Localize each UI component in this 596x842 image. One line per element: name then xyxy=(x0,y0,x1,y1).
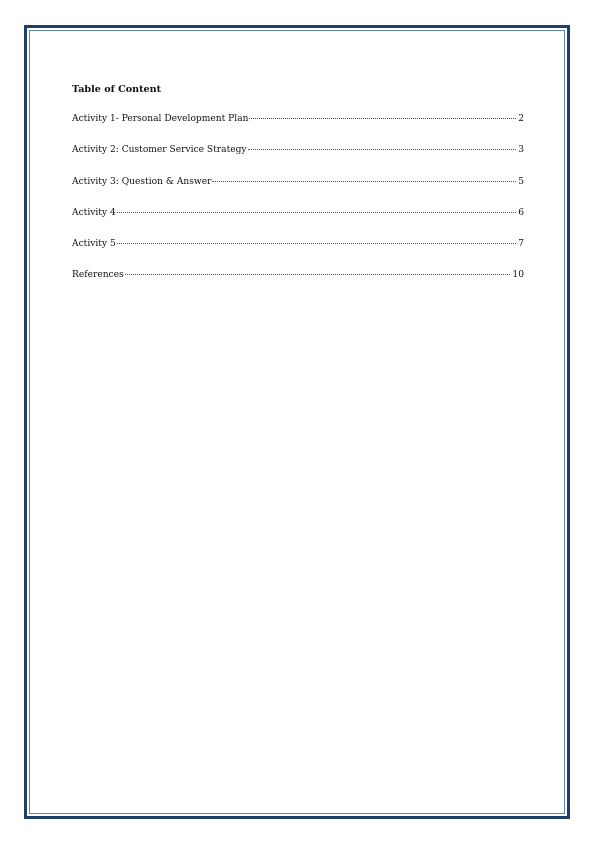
toc-entry-label: References xyxy=(72,270,124,281)
toc-entry-label: Activity 2: Customer Service Strategy xyxy=(72,145,247,156)
toc-dot-leader xyxy=(212,181,516,182)
toc-entry-label: Activity 4 xyxy=(72,207,116,218)
toc-entry-activity-5[interactable] xyxy=(72,238,524,250)
toc-entry-activity-1[interactable] xyxy=(72,113,524,125)
table-of-contents xyxy=(72,84,524,301)
toc-dot-leader xyxy=(248,149,517,150)
toc-entry-page: 10 xyxy=(512,270,524,281)
toc-dot-leader xyxy=(117,212,516,213)
toc-entry-activity-2[interactable] xyxy=(72,144,524,156)
toc-list xyxy=(72,113,524,281)
toc-entry-page: 2 xyxy=(518,114,524,124)
toc-entry-activity-3[interactable] xyxy=(72,176,524,188)
toc-title: Table of Content xyxy=(72,84,162,95)
toc-entry-page: 6 xyxy=(518,207,524,218)
toc-dot-leader xyxy=(117,243,516,244)
toc-entry-label: Activity 3: Question & Answer xyxy=(72,176,212,187)
toc-entry-activity-4[interactable] xyxy=(72,207,524,219)
toc-dot-leader xyxy=(125,274,511,275)
toc-entry-label: Activity 5 xyxy=(72,239,116,250)
toc-entry-page: 3 xyxy=(518,145,524,156)
toc-dot-leader xyxy=(249,118,516,119)
toc-entry-label: Activity 1- Personal Development Plan xyxy=(72,114,249,124)
toc-entry-page: 7 xyxy=(518,239,524,250)
toc-entry-page: 5 xyxy=(518,176,524,187)
toc-entry-references[interactable] xyxy=(72,269,524,281)
